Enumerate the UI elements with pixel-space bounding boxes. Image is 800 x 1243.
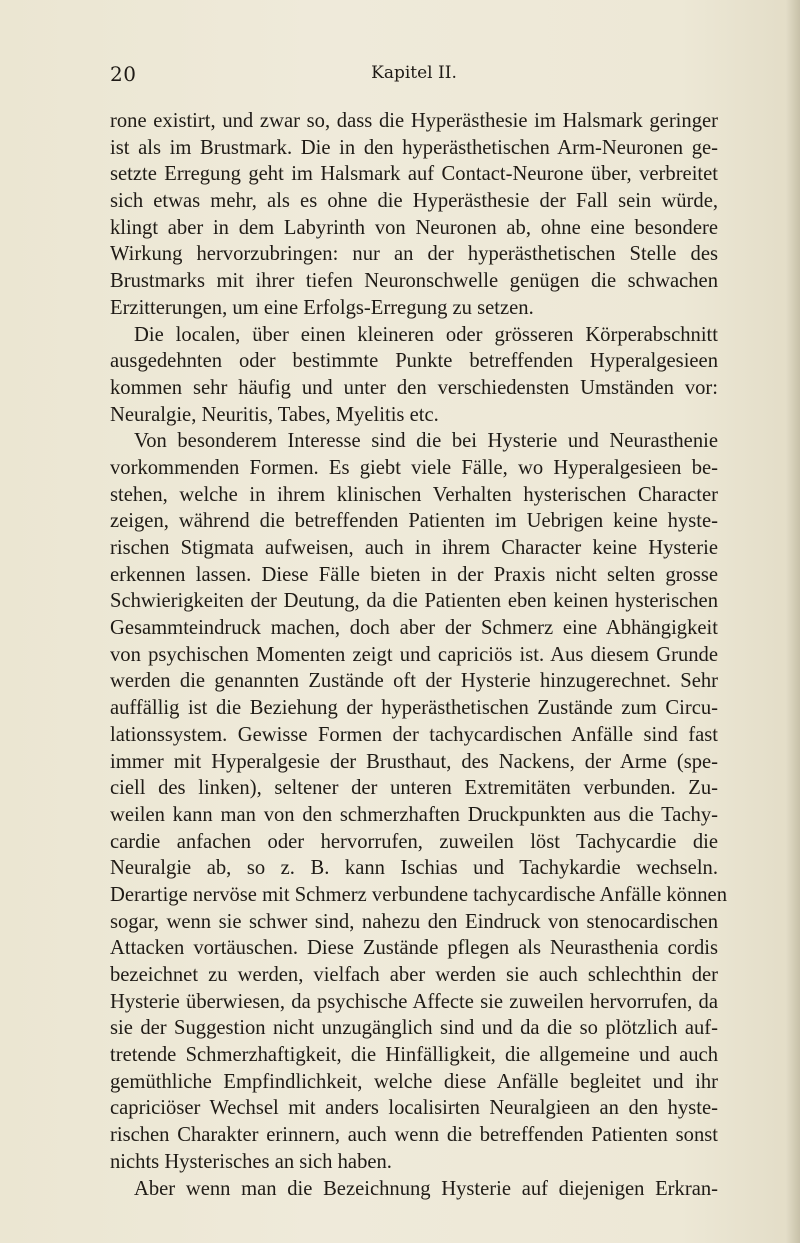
text-line: kommen sehr häufig und unter den verschiedensten Umständen vor: [110,376,718,399]
text-line: capriciöser Wechsel mit anders localisirten Neuralgieen an den hyste- [110,1097,718,1120]
text-line: stehen, welche in ihrem klinischen Verhalten hysterischen Character [110,483,718,506]
text-line: sogar, wenn sie schwer sind, nahezu den Eindruck von stenocardischen [110,910,718,933]
text-line: tretende Schmerzhaftigkeit, die Hinfälligkeit, die allgemeine und auch [110,1044,718,1067]
text-line: Schwierigkeiten der Deutung, da die Patienten eben keinen hysterischen [110,590,718,613]
text-line: Hysterie überwiesen, da psychische Affecte sie zuweilen hervorrufen, da [110,990,718,1013]
text-line: cardie anfachen oder hervorrufen, zuweilen löst Tachycardie die [110,830,718,853]
text-line: Brustmarks mit ihrer tiefen Neuronschwelle genügen die schwachen [110,270,718,293]
text-line: nichts Hysterisches an sich haben. [110,1150,392,1173]
text-line: sich etwas mehr, als es ohne die Hyperästhesie der Fall sein würde, [110,190,718,213]
text-line: weilen kann man von den schmerzhaften Druckpunkten aus die Tachy- [110,803,718,826]
paragraph [110,322,718,429]
text-line: ciell des linken), seltener der unteren Extremitäten verbunden. Zu- [110,777,718,800]
text-line: werden die genannten Zustände oft der Hysterie hinzugerechnet. Sehr [110,670,718,693]
page-number: 20 [110,62,137,86]
text-line: Attacken vortäuschen. Diese Zustände pflegen als Neurasthenia cordis [110,937,718,960]
text-line: bezeichnet zu werden, vielfach aber werden sie auch schlechthin der [110,964,718,986]
page-header [110,62,718,90]
text-line: Erzitterungen, um eine Erfolgs-Erregung zu setzen. [110,296,534,319]
text-line: von psychischen Momenten zeigt und capriciös ist. Aus diesem Grunde [110,643,718,666]
text-line: ist als im Brustmark. Die in den hyperästhetischen Arm-Neuronen ge- [110,136,718,159]
text-line: Von besonderem Interesse sind die bei Hysterie und Neurasthenie [134,430,718,453]
text-line: Gesammteindruck machen, doch aber der Schmerz eine Abhängigkeit [110,617,718,640]
running-title: Kapitel II. [371,63,457,83]
text-line: ausgedehnten oder bestimmte Punkte betreffenden Hyperalgesieen [110,350,718,373]
text-line: erkennen lassen. Diese Fälle bieten in der Praxis nicht selten grosse [110,563,718,586]
text-line: Aber wenn man die Bezeichnung Hysterie auf diejenigen Erkran- [134,1177,718,1200]
paragraph [110,428,727,1175]
text-line: Wirkung hervorzubringen: nur an der hyperästhetischen Stelle des [110,243,718,266]
text-line: gemüthliche Empfindlichkeit, welche diese Anfälle begleitet und ihr [110,1070,718,1093]
text-line: vorkommenden Formen. Es giebt viele Fälle, wo Hyperalgesieen be- [110,456,718,479]
text-line: rone existirt, und zwar so, dass die Hyperästhesie im Halsmark geringer [110,110,718,132]
text-line: klingt aber in dem Labyrinth von Neuronen ab, ohne eine besondere [110,216,718,239]
text-line: sie der Suggestion nicht unzugänglich sind und da die so plötzlich auf- [110,1017,718,1040]
body-text [110,108,727,1202]
text-line: zeigen, während die betreffenden Patienten im Uebrigen keine hyste- [110,510,718,533]
text-line: auffällig ist die Beziehung der hyperästhetischen Zustände zum Circu- [110,697,718,720]
text-line: rischen Charakter erinnern, auch wenn die betreffenden Patienten sonst [110,1124,718,1147]
text-line: immer mit Hyperalgesie der Brusthaut, des Nackens, der Arme (spe- [110,750,718,773]
text-line: setzte Erregung geht im Halsmark auf Contact-Neurone über, verbreitet [110,163,718,186]
text-line: Derartige nervöse mit Schmerz verbundene tachycardische Anfälle können [110,883,727,906]
text-line: rischen Stigmata aufweisen, auch in ihrem Character keine Hysterie [110,537,718,559]
text-line: lationssystem. Gewisse Formen der tachycardischen Anfälle sind fast [110,723,718,746]
text-line: Neuralgie, Neuritis, Tabes, Myelitis etc. [110,403,439,426]
paragraph [110,108,718,322]
page-edge-shadow [786,0,800,1243]
text-line: Die localen, über einen kleineren oder grösseren Körperabschnitt [134,323,718,346]
paragraph [110,1176,718,1203]
text-line: Neuralgie ab, so z. B. kann Ischias und Tachykardie wechseln. [110,857,718,880]
